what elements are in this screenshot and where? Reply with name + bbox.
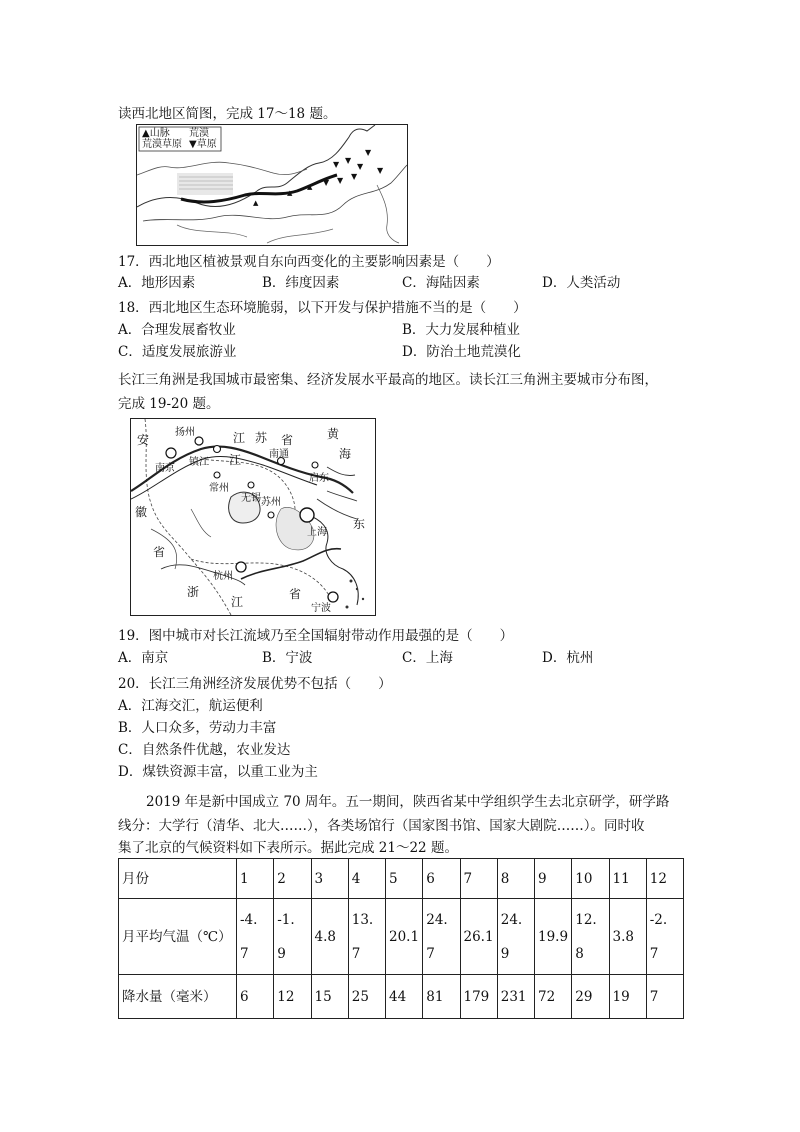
- label-su: 苏: [255, 431, 268, 445]
- intro-21-22-line1: 2019 年是新中国成立 70 周年。五一期间，陕西省某中学组织学生去北京研学，研学路: [146, 794, 670, 810]
- table-cell-text: 12: [277, 988, 295, 1005]
- table-cell-text: 12: [649, 870, 667, 887]
- table-cell-text: 25: [351, 988, 369, 1005]
- table-cell-text: 19: [612, 988, 630, 1005]
- table-cell-text: 7: [649, 988, 659, 1005]
- table-cell-text: 7: [463, 870, 473, 887]
- table-cell-text: -4.: [240, 911, 258, 928]
- table-cell: [609, 899, 646, 975]
- table-cell-text: 11: [612, 870, 630, 887]
- table-cell-text: 72: [538, 988, 556, 1005]
- table-cell: [646, 975, 683, 1019]
- svg-text:▲: ▲: [253, 199, 259, 207]
- table-cell-text: 6: [426, 870, 435, 887]
- table-cell: [535, 899, 572, 975]
- table-cell-text: 8: [575, 945, 584, 962]
- q18-option-a[interactable]: A．合理发展畜牧业: [118, 322, 236, 338]
- intro-19-20-line2: 完成 19-20 题。: [118, 396, 220, 412]
- table-cell-text: 3.8: [612, 928, 634, 945]
- yangtze-delta-map: [130, 418, 376, 616]
- city-nantong: 南通: [269, 449, 289, 460]
- table-cell: [460, 975, 497, 1019]
- svg-text:▼: ▼: [351, 172, 358, 181]
- table-cell-text: 10: [575, 870, 593, 887]
- q20-option-a[interactable]: A．江海交汇，航运便利: [118, 698, 263, 714]
- table-cell-text: 24.: [500, 911, 523, 928]
- table-cell-text: 19.9: [538, 928, 569, 945]
- svg-text:▲: ▲: [287, 189, 293, 197]
- label-hui-province: 省: [153, 545, 166, 559]
- table-cell: [497, 859, 534, 899]
- table-row: [119, 899, 684, 975]
- table-cell: [386, 859, 423, 899]
- legend-mountain: ▲山脉: [142, 128, 170, 139]
- table-cell: [609, 975, 646, 1019]
- city-hangzhou: 杭州: [213, 571, 233, 582]
- table-row: [119, 859, 684, 899]
- q19-option-c[interactable]: C．上海: [402, 650, 453, 666]
- q17-option-a[interactable]: A．地形因素: [118, 275, 196, 291]
- table-cell-text: 2: [277, 870, 286, 887]
- city-shanghai: 上海: [307, 527, 327, 538]
- table-row-label: 降水量（毫米）: [119, 975, 237, 1019]
- label-jiang-mid: 江: [229, 453, 242, 467]
- table-cell: [646, 859, 683, 899]
- intro-21-22-line3: 集了北京的气候资料如下表所示。据此完成 21～22 题。: [118, 840, 458, 856]
- table-cell-text: 4.8: [314, 928, 336, 945]
- table-cell: [535, 859, 572, 899]
- table-cell-text: 5: [389, 870, 398, 887]
- table-cell: [497, 899, 534, 975]
- q19-option-d[interactable]: D．杭州: [542, 650, 594, 666]
- q20-option-c[interactable]: C．自然条件优越，农业发达: [118, 742, 291, 758]
- table-cell-text: 12.: [575, 911, 597, 928]
- table-cell: [274, 859, 311, 899]
- table-cell: [535, 975, 572, 1019]
- q17-stem: 17．西北地区植被景观自东向西变化的主要影响因素是（ ）: [118, 254, 500, 270]
- legend-desert: 荒漠: [189, 128, 209, 139]
- table-cell: [423, 975, 460, 1019]
- table-cell-text: -2.: [649, 911, 668, 928]
- table-cell: [348, 859, 385, 899]
- table-cell-text: 7: [426, 945, 435, 962]
- city-zhenjiang: 镇江: [189, 457, 209, 468]
- table-cell: [274, 899, 311, 975]
- label-zhe: 浙: [187, 585, 200, 599]
- table-row-label: 月份: [119, 859, 237, 899]
- table-cell-text: 9: [538, 870, 547, 887]
- q18-stem: 18．西北地区生态环境脆弱，以下开发与保护措施不当的是（ ）: [118, 300, 527, 316]
- table-cell-text: 6: [240, 988, 249, 1005]
- city-yangzhou: 扬州: [175, 427, 195, 438]
- city-nanjing: 南京: [155, 463, 175, 474]
- svg-text:▼: ▼: [377, 166, 384, 175]
- table-cell: [609, 859, 646, 899]
- label-sheng-top: 省: [281, 433, 294, 447]
- q19-option-b[interactable]: B．宁波: [262, 650, 313, 666]
- table-cell-text: 9: [500, 945, 510, 962]
- svg-text:▼: ▼: [333, 160, 340, 169]
- intro-21-22-line2: 线分：大学行（清华、北大……），各类场馆行（国家图书馆、国家大剧院……）。同时收: [118, 818, 645, 834]
- legend-semidesert: 荒漠草原: [142, 139, 182, 150]
- table-cell: [460, 859, 497, 899]
- table-cell: [646, 899, 683, 975]
- table-cell-text: 231: [500, 988, 527, 1005]
- city-wuxi: 无锡: [241, 493, 261, 504]
- label-sheng-bottom: 省: [289, 587, 302, 601]
- legend-grass: ▼草原: [189, 139, 217, 150]
- table-cell: [423, 899, 460, 975]
- table-cell: [311, 899, 348, 975]
- label-hai: 海: [339, 447, 352, 461]
- label-jiang-bottom: 江: [231, 595, 244, 609]
- svg-text:▼: ▼: [365, 148, 372, 157]
- table-cell: [572, 975, 609, 1019]
- table-cell: [386, 899, 423, 975]
- table-cell: [386, 975, 423, 1019]
- table-cell: [348, 975, 385, 1019]
- svg-text:▲: ▲: [307, 183, 313, 191]
- table-cell-text: 4: [351, 870, 361, 887]
- table-cell-text: 1: [240, 870, 249, 887]
- table-cell-text: 29: [575, 988, 593, 1005]
- label-an: 安: [137, 433, 150, 447]
- svg-text:▼: ▼: [345, 156, 352, 165]
- table-cell-text: 9: [277, 945, 286, 962]
- city-changzhou: 常州: [209, 483, 229, 494]
- q17-option-c[interactable]: C．海陆因素: [402, 275, 480, 291]
- table-cell: [274, 975, 311, 1019]
- label-hui: 徽: [135, 505, 148, 519]
- table-cell-text: 20.1: [389, 928, 420, 945]
- label-dong: 东: [353, 517, 366, 531]
- label-huang: 黄: [327, 427, 340, 441]
- table-row: [119, 975, 684, 1019]
- table-cell: [237, 975, 274, 1019]
- table-cell: [237, 859, 274, 899]
- table-cell: [572, 859, 609, 899]
- table-cell-text: 7: [240, 945, 249, 962]
- table-cell-text: 44: [389, 988, 407, 1005]
- table-row-label: 月平均气温（℃）: [119, 899, 237, 975]
- table-cell-text: 179: [463, 988, 490, 1005]
- q18-option-b[interactable]: B．大力发展种植业: [402, 322, 520, 338]
- table-cell: [311, 975, 348, 1019]
- q17-option-d[interactable]: D．人类活动: [542, 275, 621, 291]
- q18-option-c[interactable]: C．适度发展旅游业: [118, 344, 237, 360]
- table-cell: [460, 899, 497, 975]
- table-cell-text: 15: [314, 988, 332, 1005]
- table-cell-text: 7: [351, 945, 361, 962]
- q17-option-b[interactable]: B．纬度因素: [262, 275, 340, 291]
- table-cell: [423, 859, 460, 899]
- q19-option-a[interactable]: A．南京: [118, 650, 169, 666]
- intro-19-20-line1: 长江三角洲是我国城市最密集、经济发展水平最高的地区。读长江三角洲主要城市分布图，: [118, 372, 658, 388]
- q20-option-b[interactable]: B．人口众多，劳动力丰富: [118, 720, 277, 736]
- q20-stem: 20．长江三角洲经济发展优势不包括（ ）: [118, 676, 392, 692]
- table-cell-text: 26.1: [463, 928, 494, 945]
- beijing-climate-table: [118, 858, 684, 1019]
- table-cell-text: 13.: [351, 911, 374, 928]
- table-cell: [497, 975, 534, 1019]
- intro-17-18: 读西北地区简图，完成 17～18 题。: [118, 106, 337, 122]
- table-cell: [311, 859, 348, 899]
- q18-option-d[interactable]: D．防治土地荒漠化: [402, 344, 521, 360]
- table-cell-text: 81: [426, 988, 444, 1005]
- table-cell: [237, 899, 274, 975]
- q19-stem: 19．图中城市对长江流域乃至全国辐射带动作用最强的是（ ）: [118, 628, 514, 644]
- table-cell-text: 8: [500, 870, 510, 887]
- q20-option-d[interactable]: D．煤铁资源丰富，以重工业为主: [118, 764, 318, 780]
- table-cell: [348, 899, 385, 975]
- table-cell-text: 7: [649, 945, 659, 962]
- city-suzhou: 苏州: [261, 497, 281, 508]
- svg-text:▼: ▼: [323, 178, 330, 187]
- city-ningbo: 宁波: [311, 603, 331, 614]
- table-cell: [572, 899, 609, 975]
- table-cell-text: 3: [314, 870, 324, 887]
- svg-text:▼: ▼: [357, 162, 364, 171]
- table-cell-text: -1.: [277, 911, 295, 928]
- northwest-map: [136, 124, 408, 246]
- label-jiang-top: 江: [233, 431, 246, 445]
- table-cell-text: 24.: [426, 911, 448, 928]
- svg-text:▼: ▼: [337, 176, 344, 185]
- city-qidong: 启东: [309, 473, 329, 484]
